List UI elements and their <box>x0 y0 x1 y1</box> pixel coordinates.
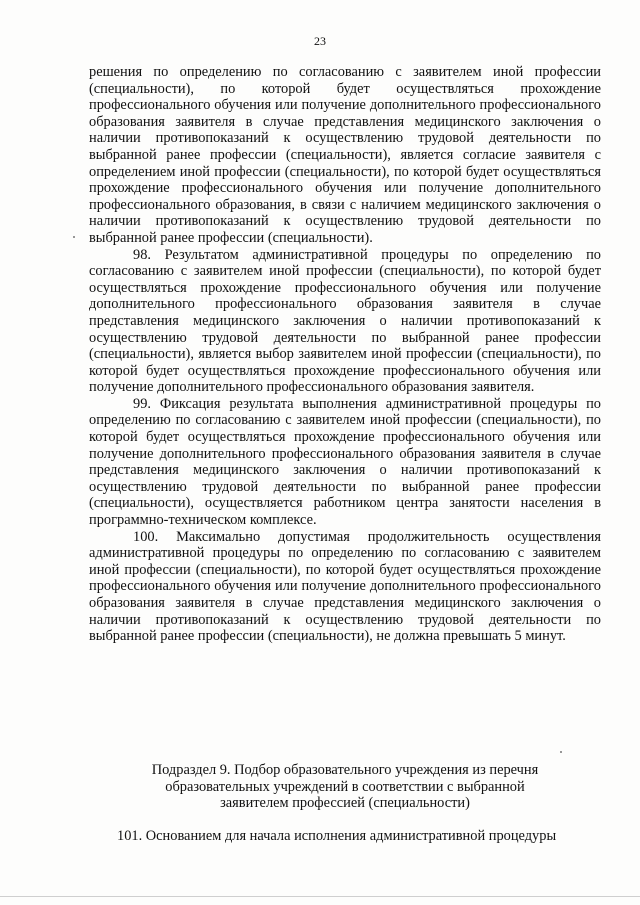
paragraph-99: 99. Фиксация результата выполнения административной процедуры по определению по согласованию с заявителем иной профессии (специальности), по которой будет осуществляться прохождение профессионального обучения или получение дополнительного профессионального образования заявителя в случае представления медицинского заключения о наличии противопоказаний к осуществлению трудовой деятельности по выбранной ранее профессии (специальности), осуществляется работником центра занятости населения в программно-техническом комплексе. <box>89 395 601 529</box>
scan-edge-line <box>0 896 640 897</box>
scan-speck <box>560 751 562 753</box>
paragraph-98: 98. Результатом административной процедуры по определению по согласованию с заявителем иной профессии (специальности), по которой будет осуществляться прохождение профессионального обучения или получение дополнительного профессионального образования заявителя в случае представления медицинского заключения о наличии противопоказаний к осуществлению трудовой деятельности по выбранной ранее профессии (специальности), является выбор заявителем иной профессии (специальности), по которой будет осуществляться прохождение профессионального обучения или получение дополнительного профессионального образования заявителя. <box>89 246 601 396</box>
page-number: 23 <box>314 34 326 48</box>
subsection-heading <box>89 762 601 812</box>
scan-speck <box>73 236 75 238</box>
paragraph-100: 100. Максимально допустимая продолжительность осуществления административной процедуры по определению по согласованию с заявителем иной профессии (специальности), по которой будет осуществляться прохождение профессионального обучения или получение дополнительного профессионального образования заявителя в случае представления медицинского заключения о наличии противопоказаний к осуществлению трудовой деятельности по выбранной ранее профессии (специальности), не должна превышать 5 минут. <box>89 528 601 645</box>
subsection-heading-line-2: образовательных учреждений в соответствии с выбранной <box>165 778 525 795</box>
subsection-heading-line-1: Подраздел 9. Подбор образовательного учреждения из перечня <box>151 762 539 778</box>
subsection-heading-line-3: заявителем профессией (специальности) <box>220 795 470 812</box>
paragraph-continuation: решения по определению по согласованию с заявителем иной профессии (специальности), по которой будет осуществляться прохождение профессионального обучения или получение дополнительного профессионального образования заявителя в случае представления медицинского заключения о наличии противопоказаний к осуществлению трудовой деятельности по выбранной ранее профессии (специальности), является согласие заявителя с определением иной профессии (специальности), по которой будет осуществляться прохождение профессионального обучения или получение дополнительного профессионального образования, в связи с наличием медицинского заключения о наличии противопоказаний к осуществлению трудовой деятельности по выбранной ранее профессии (специальности). <box>89 64 601 246</box>
paragraph-101-start: 101. Основанием для начала исполнения административной процедуры <box>117 828 557 844</box>
document-body <box>89 64 601 645</box>
